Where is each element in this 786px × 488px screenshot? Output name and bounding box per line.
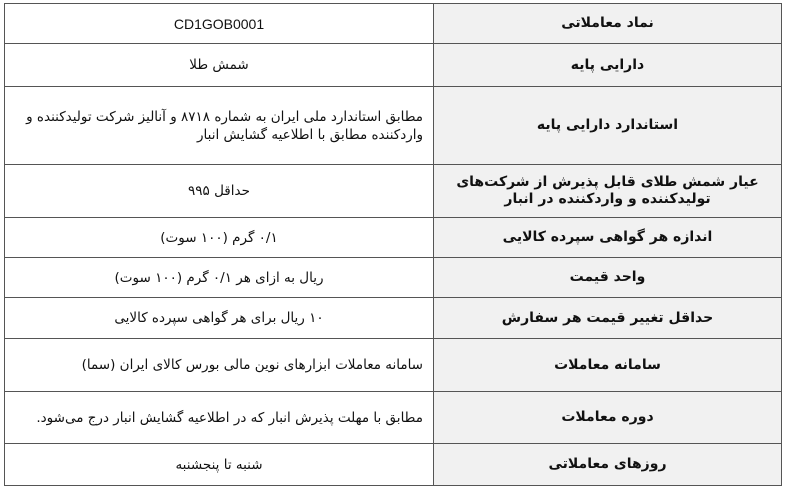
row-value: حداقل ۹۹۵ (5, 165, 434, 218)
table-row (5, 298, 782, 339)
row-label: اندازه هر گواهی سپرده کالایی (434, 218, 782, 258)
row-value: مطابق با مهلت پذیرش انبار که در اطلاعیه گشایش انبار درج می‌شود. (5, 392, 434, 444)
row-value: مطابق استاندارد ملی ایران به شماره ۸۷۱۸ و آنالیز شرکت تولیدکننده و واردکننده مطابق با اطلاعیه گشایش انبار (5, 87, 434, 165)
row-label: دارایی پایه (434, 44, 782, 87)
table-row (5, 392, 782, 444)
row-value: سامانه معاملات ابزارهای نوین مالی بورس کالای ایران (سما) (5, 339, 434, 392)
row-value: شمش طلا (5, 44, 434, 87)
table-row (5, 444, 782, 486)
row-label: نماد معاملاتی (434, 4, 782, 44)
table-row (5, 165, 782, 218)
table-row (5, 258, 782, 298)
table-row (5, 44, 782, 87)
table-row (5, 339, 782, 392)
row-label: سامانه معاملات (434, 339, 782, 392)
row-label: روزهای معاملاتی (434, 444, 782, 486)
row-value: ریال به ازای هر ۰/۱ گرم (۱۰۰ سوت) (5, 258, 434, 298)
row-value: ۱۰ ریال برای هر گواهی سپرده کالایی (5, 298, 434, 339)
row-label: استاندارد دارایی پایه (434, 87, 782, 165)
contract-specs-table (4, 3, 782, 486)
row-value: CD1GOB0001 (5, 4, 434, 44)
row-label: عیار شمش طلای قابل پذیرش از شرکت‌های تولیدکننده و واردکننده در انبار (434, 165, 782, 218)
row-label: حداقل تغییر قیمت هر سفارش (434, 298, 782, 339)
row-label: واحد قیمت (434, 258, 782, 298)
table-row (5, 218, 782, 258)
row-value: شنبه تا پنجشنبه (5, 444, 434, 486)
row-value: ۰/۱ گرم (۱۰۰ سوت) (5, 218, 434, 258)
table-row (5, 87, 782, 165)
row-label: دوره معاملات (434, 392, 782, 444)
table-row (5, 4, 782, 44)
